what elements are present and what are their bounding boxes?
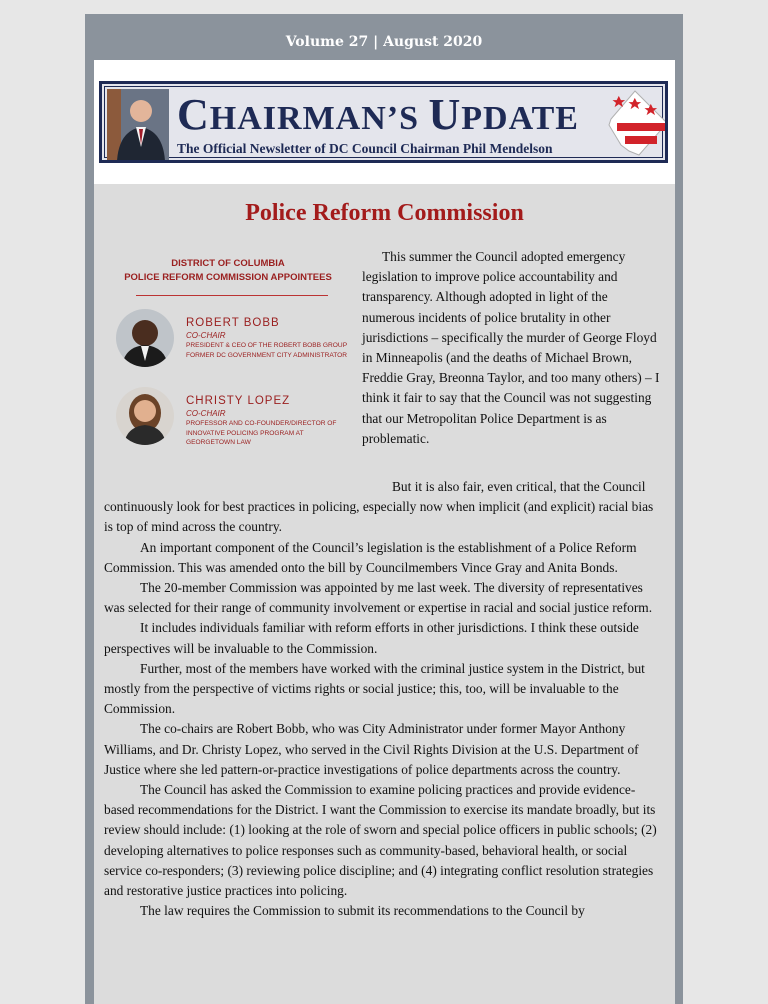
article-body	[104, 247, 662, 921]
christy-lopez-photo	[116, 387, 174, 445]
paragraph: It includes individuals familiar with reform efforts in other jurisdictions. I think these outside perspectives will be invaluable to the Commission.	[104, 620, 639, 656]
paragraph: The 20-member Commission was appointed by me last week. The diversity of representatives was selected for their range of community involvement or expertise in racial and social justice reform.	[104, 580, 653, 616]
heading-rule	[136, 295, 328, 296]
masthead-title: CHAIRMAN’S UPDATE	[177, 90, 579, 139]
chairman-photo	[107, 89, 169, 161]
paragraph: The co-chairs are Robert Bobb, who was City Administrator under former Mayor Anthony Williams, and Dr. Christy Lopez, who served in the Civil Rights Division at the U.S. Department of Justice where she led pattern-or-practice investigations of police departments across the country.	[104, 721, 639, 777]
issue-bar: Volume 27 | August 2020	[285, 34, 483, 50]
paragraph: But it is also fair, even critical, that the Council continuously look for best practices in policing, especially now when implicit (and explicit) racial bias is top of mind across the country.	[104, 479, 654, 535]
article-headline: Police Reform Commission	[245, 200, 524, 226]
paragraph: The Council has asked the Commission to examine policing practices and provide evidence-based recommendations for the District. I want the Commission to exercise its mandate broadly, but its review should include: (1) looking at the role of sworn and special police officers in public schools; (2) developing alternatives to police responses such as community-based, behavioral health, or social service co-responders; (3) reviewing police discipline; and (4) integrating conflict resolution strategies and restorative justice practices into policing.	[104, 782, 657, 899]
masthead-banner	[99, 81, 668, 163]
appointees-heading: DISTRICT OF COLUMBIA POLICE REFORM COMMISSION APPOINTEES	[124, 258, 332, 283]
paragraph: This summer the Council adopted emergency legislation to improve police accountability and transparency. Although adopted in light of the numerous incidents of police brutality in other jurisdictions – specifically the murder of George Floyd in Minneapolis (and the deaths of Michael Brown, Freddie Gray, Breonna Taylor, and too many others) – I think it fair to say that the Council was not suggesting that our Metropolitan Police Department is as problematic.	[362, 249, 660, 446]
robert-bobb-photo	[116, 309, 174, 367]
paragraph: An important component of the Council’s legislation is the establishment of a Police Reform Commission. This was amended onto the bill by Councilmembers Vince Gray and Anita Bonds.	[104, 539, 637, 575]
paragraph: The law requires the Commission to submit its recommendations to the Council by	[140, 903, 585, 919]
appointees-graphic: DISTRICT OF COLUMBIA POLICE REFORM COMMISSION APPOINTEES ROBERT BOBB CO-CHAIR PRESIDENT & CEO OF THE ROBERT BOBB GROUP FORMER DC GOVERNMENT CITY ADMINISTRATOR CHRISTY LOPEZ CO-CHAIR PROFESSOR AND CO-FOUNDER/DIRECTOR OF INNOVATIVE POLICING PROGRAM AT GEORGETOWN LAW	[104, 247, 352, 477]
paragraph: Further, most of the members have worked with the criminal justice system in the District, but mostly from the perspective of victims rights or social justice; this, too, will be invaluable to the Commission.	[104, 660, 645, 717]
masthead	[94, 60, 675, 184]
masthead-subtitle: The Official Newsletter of DC Council Chairman Phil Mendelson	[177, 141, 553, 156]
dc-flag-map-icon	[605, 89, 668, 161]
